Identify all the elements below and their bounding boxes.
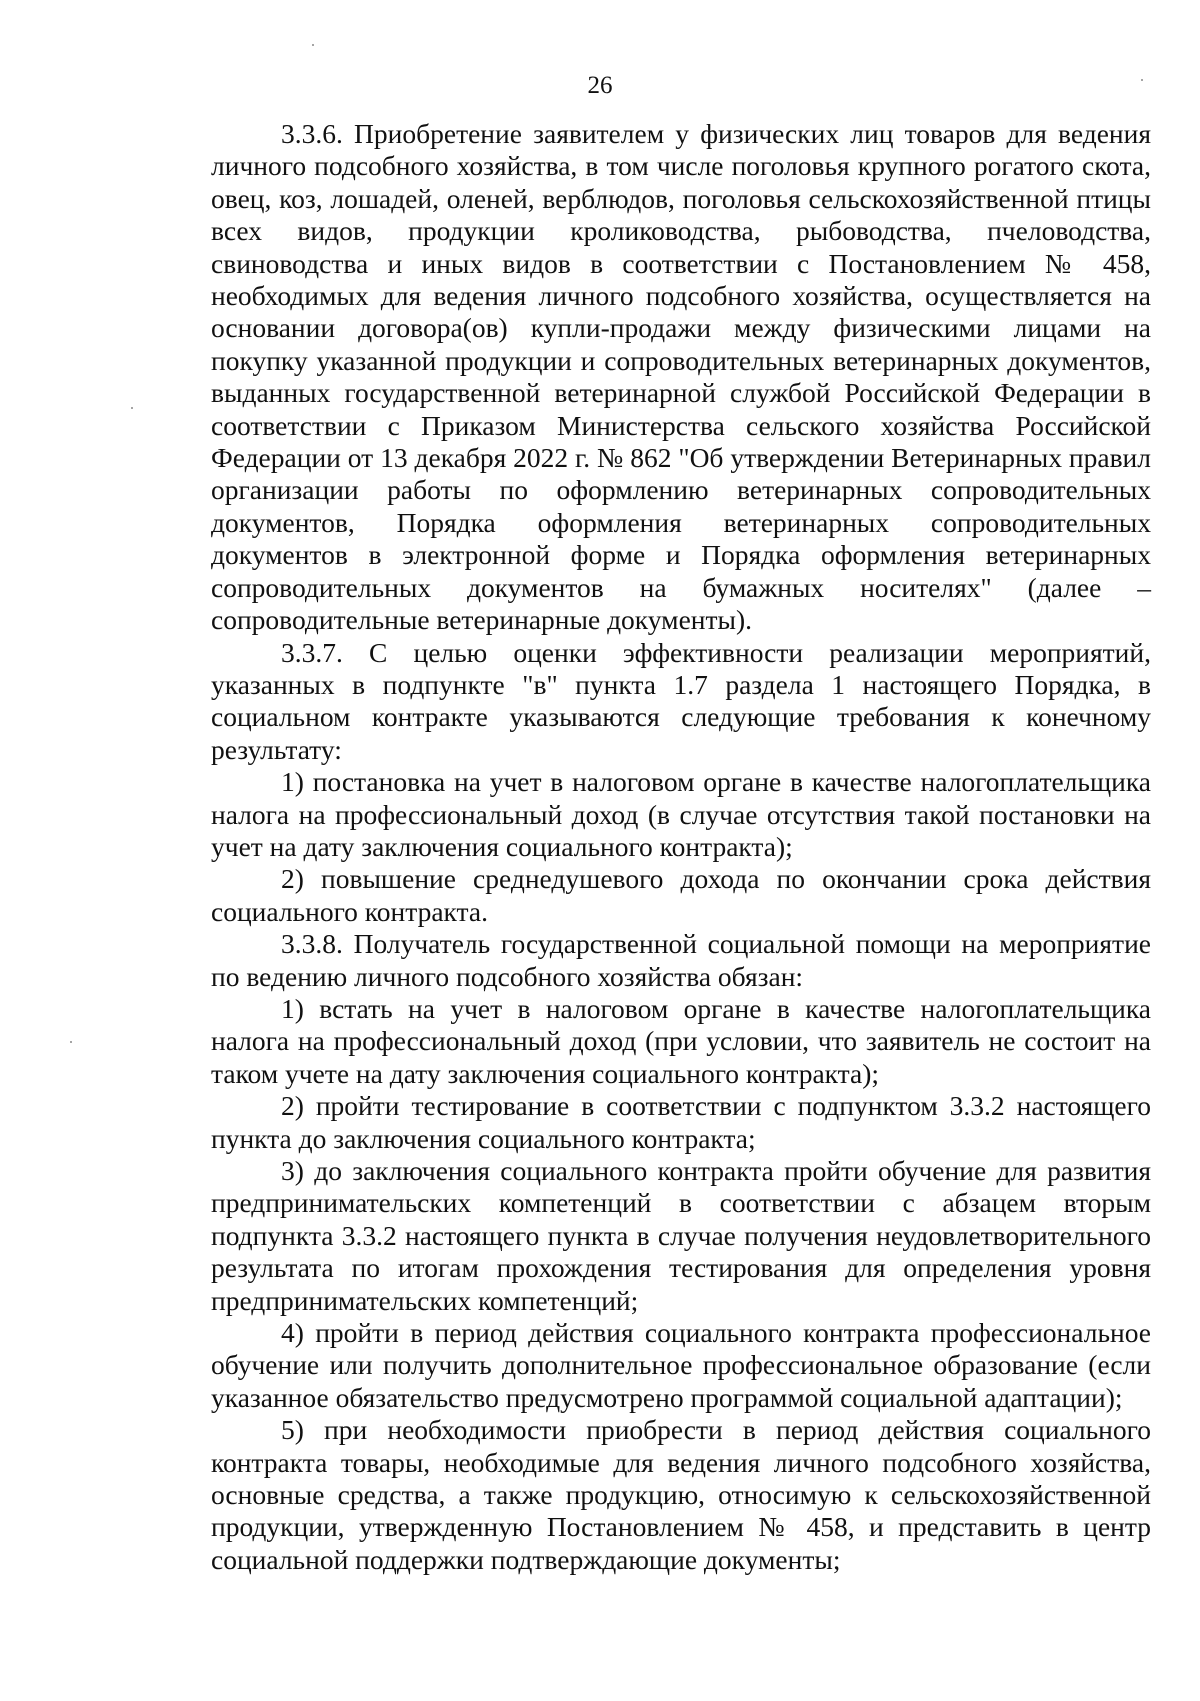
paragraph-3-3-8: 3.3.8. Получатель государственной социальной помощи на мероприятие по ведению личного подсобного хозяйства обязан: (211, 928, 1151, 992)
page-number: 26 (587, 72, 613, 99)
document-body (211, 118, 1151, 1576)
paragraph-3-3-8-item-2: 2) пройти тестирование в соответствии с подпунктом 3.3.2 настоящего пункта до заключения социального контракта; (211, 1090, 1151, 1154)
paragraph-3-3-8-item-1: 1) встать на учет в налоговом органе в качестве налогоплательщика налога на профессиональный доход (при условии, что заявитель не состоит на таком учете на дату заключения социального контракта); (211, 992, 1151, 1089)
scan-speck (312, 44, 314, 46)
paragraph-3-3-7-item-1: 1) постановка на учет в налоговом органе в качестве налогоплательщика налога на профессиональный доход (в случае отсутствия такой постановки на учет на дату заключения социального контракта); (211, 766, 1151, 862)
scan-speck (70, 1041, 72, 1043)
paragraph-3-3-7-item-2: 2) повышение среднедушевого дохода по окончании срока действия социального контракта. (211, 863, 1151, 927)
paragraph-3-3-8-item-3: 3) до заключения социального контракта пройти обучение для развития предпринимательских компетенций в соответствии с абзацем вторым подпункта 3.3.2 настоящего пункта в случае получения неудовлетворительного результата по итогам прохождения тестирования для определения уровня предпринимательских компетенций; (211, 1155, 1151, 1316)
paragraph-3-3-6: 3.3.6. Приобретение заявителем у физических лиц товаров для ведения личного подсобного хозяйства, в том числе поголовья крупного рогатого скота, овец, коз, лошадей, оленей, верблюдов, поголовья сельскохозяйственной птицы всех видов, продукции кролиководства, рыбоводства, пчеловодства, свиноводства и иных видов в соответствии с Постановлением № 458, необходимых для ведения личного подсобного хозяйства, осуществляется на основании договора(ов) купли-продажи между физическими лицами на покупку указанной продукции и сопроводительных ветеринарных документов, выданных государственной ветеринарной службой Российской Федерации в соответствии с Приказом Министерства сельского хозяйства Российской Федерации от 13 декабря 2022 г. № 862 "Об утверждении Ветеринарных правил организации работы по оформлению ветеринарных сопроводительных документов, Порядка оформления ветеринарных сопроводительных документов в электронной форме и Порядка оформления ветеринарных сопроводительных документов на бумажных носителях" (далее – сопроводительные ветеринарные документы). (211, 118, 1151, 636)
paragraph-3-3-8-item-4: 4) пройти в период действия социального контракта профессиональное обучение или получить дополнительное профессиональное образование (если указанное обязательство предусмотрено программой социальной адаптации); (211, 1317, 1151, 1413)
paragraph-3-3-8-item-5: 5) при необходимости приобрести в период действия социального контракта товары, необходимые для ведения личного подсобного хозяйства, основные средства, а также продукцию, относимую к сельскохозяйственной продукции, утвержденную Постановлением № 458, и представить в центр социальной поддержки подтверждающие документы; (211, 1414, 1151, 1575)
scan-speck (131, 407, 133, 409)
paragraph-3-3-7: 3.3.7. С целью оценки эффективности реализации мероприятий, указанных в подпункте "в" пункта 1.7 раздела 1 настоящего Порядка, в социальном контракте указываются следующие требования к конечному результату: (211, 636, 1151, 765)
